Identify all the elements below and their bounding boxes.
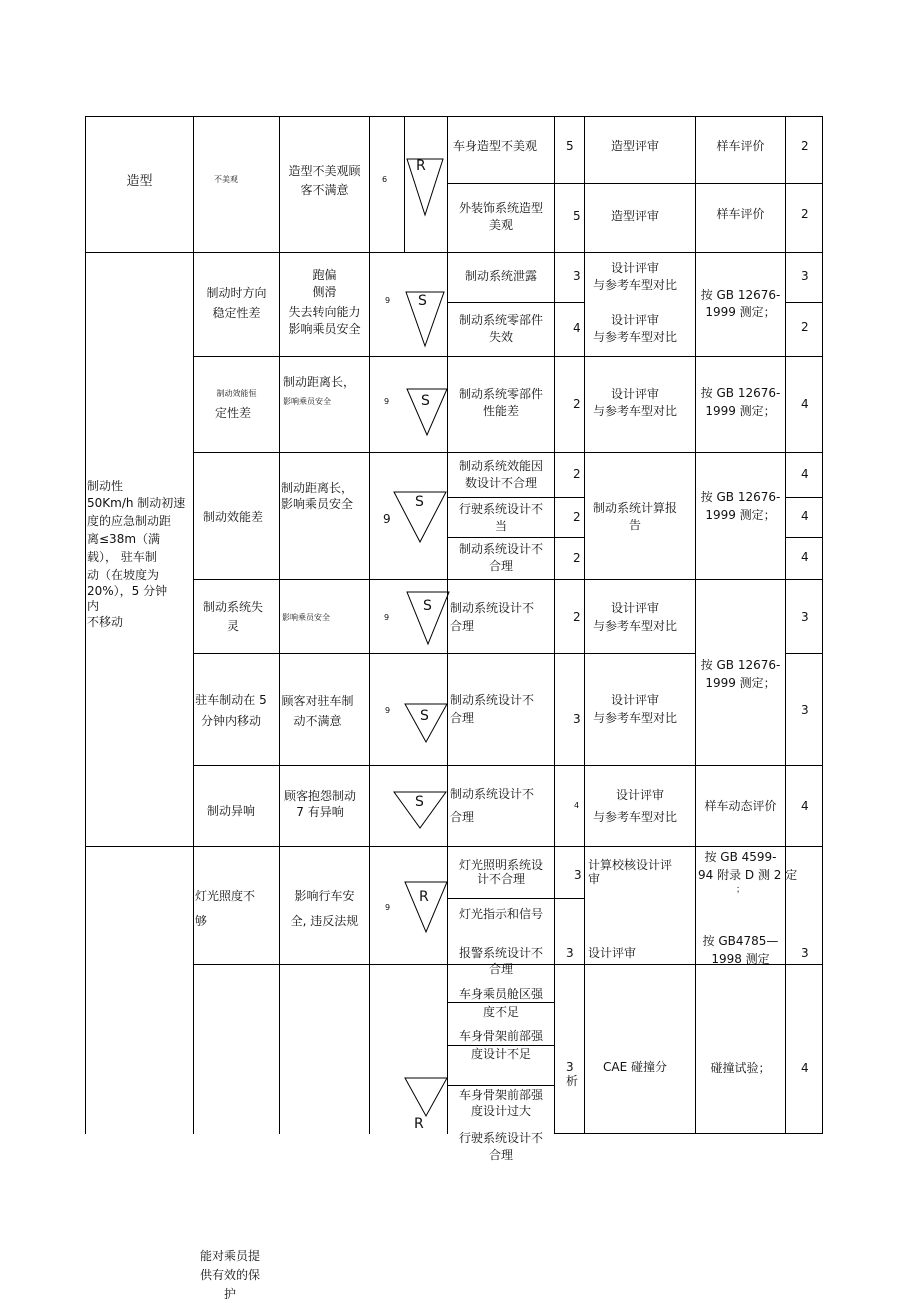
detection-text: 按 GB 12676- [700, 288, 781, 302]
cause-text: 性能差 [482, 404, 519, 418]
cause-text: 度不足 [482, 1005, 519, 1019]
cause-text: 灯光照明系统设 [458, 858, 543, 872]
function-line: 不移动 [87, 615, 124, 629]
function-line: 制动性 [87, 479, 124, 493]
detection-value: 3 [801, 703, 809, 717]
class-letter-s: S [415, 494, 424, 510]
cause-text: 车身骨架前部强 [458, 1029, 543, 1043]
function-protection: 能对乘员提 [199, 1249, 260, 1263]
grid-vline [695, 116, 696, 1134]
prevention-text: 审 [588, 872, 601, 886]
grid-hline [447, 497, 585, 498]
detection-text: 碰撞试验； [710, 1061, 771, 1075]
class-letter-s: S [420, 708, 429, 724]
detection-value: 4 [801, 799, 809, 813]
occurrence-value: 3 [566, 946, 574, 960]
detection-text: 1999 测定； [705, 305, 776, 319]
cause-text: 制动系统泄露 [464, 269, 537, 283]
occurrence-value: 析 [566, 1074, 579, 1088]
detection-text: 1999 测定； [705, 404, 776, 418]
cause-text: 灯光指示和信号 [458, 907, 543, 921]
function-line: 20%），5 分钟 [87, 584, 168, 598]
effect-line: 动不满意 [293, 714, 342, 728]
prevention-text: 与参考车型对比 [592, 330, 677, 344]
cause-text: 合理 [450, 619, 475, 633]
grid-vline [85, 116, 86, 1134]
effect-line: 全, 违反法规 [290, 914, 359, 928]
detection-text: 94 附录 D 测 2 定 [698, 868, 798, 882]
severity-value: 9 [383, 512, 391, 526]
cause-text: 制动系统设计不 [450, 601, 535, 615]
detection-value: 2 [801, 139, 809, 153]
class-letter-s: S [415, 794, 424, 810]
grid-hline [447, 898, 585, 899]
grid-hline [193, 653, 696, 654]
cause-text: 车身造型不美观 [453, 139, 538, 153]
severity-zaoxing: 6 [382, 175, 388, 184]
detection-text: 按 GB 12676- [700, 386, 781, 400]
detection-value: 3 [801, 269, 809, 283]
cause-text: 制动系统设计不 [458, 542, 543, 556]
detection-text: 按 GB4785— [702, 934, 779, 948]
occurrence-value: 2 [573, 610, 581, 624]
severity-value: 9 [385, 903, 391, 912]
grid-hline [785, 537, 823, 538]
severity-value: 9 [385, 706, 391, 715]
prevention-text: 计算校核设计评 [588, 858, 673, 872]
grid-hline [193, 356, 823, 357]
cause-text: 制动系统效能因 [458, 459, 543, 473]
cause-text: 合理 [488, 1148, 513, 1162]
class-letter-r: R [419, 889, 429, 905]
failure-mode: 驻车制动在 5 [195, 693, 267, 707]
effect-line: 影响乘员安全 [281, 497, 354, 511]
prevention-text: 设计评审 [588, 946, 637, 960]
cause-text: 度设计不足 [470, 1047, 531, 1061]
prevention-text: 与参考车型对比 [592, 619, 677, 633]
detection-text: 样车评价 [716, 207, 765, 221]
detection-text: 按 GB 4599- [704, 850, 777, 864]
class-letter-r: R [416, 158, 426, 174]
effect-zaoxing-l2: 客不满意 [300, 183, 349, 197]
prevention-text: 与参考车型对比 [592, 711, 677, 725]
cause-text: 车身乘员舱区强 [458, 987, 543, 1001]
failure-mode: 分钟内移动 [200, 714, 261, 728]
detection-value: 3 [801, 610, 809, 624]
effect-line: 制动距离长， [281, 481, 354, 495]
detection-value: 2 [801, 207, 809, 221]
grid-vline [554, 116, 555, 1134]
cause-text: 制动系统零部件 [458, 313, 543, 327]
effect-line: 顾客对驻车制 [281, 694, 354, 708]
effect-line: 顾客抱怨制动 [283, 789, 356, 803]
class-letter-s: S [421, 393, 430, 409]
occurrence-value: 3 [566, 1060, 574, 1074]
function-line: 50Km/h 制动初速 [87, 496, 186, 510]
detection-text: ； [735, 885, 745, 895]
detection-text: 样车评价 [716, 139, 765, 153]
failure-mode: 制动效能差 [202, 510, 263, 524]
cause-text: 制动系统零部件 [458, 387, 543, 401]
cause-text: 数设计不合理 [464, 476, 537, 490]
grid-hline [447, 183, 823, 184]
grid-vline [369, 116, 370, 1134]
grid-hline [85, 116, 823, 117]
failure-mode: 制动时方向 [206, 286, 267, 300]
occurrence-value: 3 [573, 712, 581, 726]
occurrence-value: 2 [573, 510, 581, 524]
grid-hline [785, 497, 823, 498]
failure-mode: 稳定性差 [212, 306, 261, 320]
prevention-text: 告 [628, 518, 641, 532]
grid-hline [193, 765, 823, 766]
prevention-text: 与参考车型对比 [592, 404, 677, 418]
cause-text: 外装饰系统造型 [458, 201, 543, 215]
prevention-text: CAE 碰撞分 [603, 1060, 667, 1074]
class-letter-r: R [414, 1116, 424, 1132]
function-line: 动（在坡度为 [87, 568, 160, 582]
grid-vline [785, 116, 786, 1134]
failure-mode: 够 [195, 914, 208, 928]
effect-line: 制动距离长， [283, 375, 356, 389]
occurrence-value: 2 [573, 551, 581, 565]
effect-line: 影响乘员安全 [288, 322, 361, 336]
grid-hline [193, 452, 823, 453]
occurrence-value: 2 [573, 397, 581, 411]
grid-hline [193, 579, 823, 580]
occurrence-value: 3 [573, 269, 581, 283]
severity-value: 9 [385, 296, 391, 305]
failure-mode: 制动异响 [206, 804, 255, 818]
class-letter-s: S [423, 598, 432, 614]
function-zaoxing: 造型 [126, 174, 153, 189]
cause-text: 计不合理 [476, 872, 525, 886]
detection-text: 按 GB 12676- [700, 658, 781, 672]
detection-value: 2 [801, 320, 809, 334]
class-letter-s: S [418, 293, 427, 309]
grid-hline [554, 1133, 823, 1134]
effect-line: 侧滑 [312, 285, 337, 299]
detection-value: 4 [801, 467, 809, 481]
cause-text: 合理 [450, 711, 475, 725]
grid-hline [785, 302, 823, 303]
prevention-text: 与参考车型对比 [592, 810, 677, 824]
grid-hline [447, 537, 585, 538]
effect-zaoxing-l1: 造型不美观顾 [288, 164, 361, 178]
detection-text: 样车动态评价 [704, 799, 777, 813]
cause-text: 行驶系统设计不 [458, 1131, 543, 1145]
occurrence-value: 5 [566, 139, 574, 153]
prevention-text: 与参考车型对比 [592, 278, 677, 292]
severity-value: 9 [384, 613, 390, 622]
prevention-text: 设计评审 [610, 693, 659, 707]
detection-text: 1998 测定 [711, 952, 770, 966]
cause-text: 当 [494, 519, 507, 533]
occurrence-value: 4 [574, 801, 580, 810]
cause-text: 合理 [488, 559, 513, 573]
failure-mode: 制动系统失 [202, 600, 263, 614]
occurrence-value: 4 [573, 321, 581, 335]
detection-text: 1999 测定； [705, 508, 776, 522]
prevention-text: 设计评审 [610, 261, 659, 275]
cause-text: 失效 [488, 330, 513, 344]
detection-text: 按 GB 12676- [700, 490, 781, 504]
failure-mode: 灯光照度不 [195, 889, 256, 903]
grid-vline [822, 116, 823, 1134]
effect-line: 7 有异响 [296, 805, 344, 819]
cause-text: 美观 [488, 218, 513, 232]
cause-text: 合理 [488, 962, 513, 976]
function-line: 载）， 驻车制 [87, 550, 157, 564]
prevention-text: 设计评审 [610, 601, 659, 615]
detection-value: 4 [801, 397, 809, 411]
occurrence-value: 2 [573, 467, 581, 481]
prevention-text: 设计评审 [610, 313, 659, 327]
cause-text: 制动系统设计不 [450, 693, 535, 707]
detection-value: 3 [801, 946, 809, 960]
triangle-down-icon [403, 1076, 449, 1118]
grid-hline [85, 252, 823, 253]
failure-mode: 定性差 [214, 406, 251, 420]
prevention-text: 制动系统计算报 [592, 501, 677, 515]
function-line: 离≤38m（满 [87, 532, 161, 546]
severity-value: 9 [384, 397, 390, 406]
cause-text: 报警系统设计不 [458, 946, 543, 960]
effect-line: 影响行车安 [294, 889, 355, 903]
detection-value: 4 [801, 1061, 809, 1075]
function-line: 度的应急制动距 [87, 514, 172, 528]
cause-text: 车身骨架前部强 [458, 1088, 543, 1102]
grid-hline [85, 846, 823, 847]
function-protection: 护 [223, 1287, 236, 1301]
function-line: 内 [87, 599, 100, 613]
failure-mode-zaoxing: 不美观 [214, 175, 238, 184]
function-protection: 供有效的保 [199, 1268, 260, 1282]
cause-text: 行驶系统设计不 [458, 502, 543, 516]
failure-mode: 制动效能恒 [216, 389, 257, 398]
prevention-text: 设计评审 [610, 387, 659, 401]
prevention-text: 造型评审 [610, 139, 659, 153]
failure-mode: 灵 [226, 619, 239, 633]
prevention-text: 造型评审 [610, 209, 659, 223]
grid-hline [785, 653, 823, 654]
effect-line: 影响乘员安全 [282, 613, 330, 622]
grid-hline [447, 302, 585, 303]
detection-value: 4 [801, 509, 809, 523]
occurrence-value: 5 [573, 209, 581, 223]
detection-text: 1999 测定； [705, 676, 776, 690]
occurrence-value: 3 [574, 868, 582, 882]
cause-text: 合理 [450, 810, 475, 824]
cause-text: 度设计过大 [470, 1104, 531, 1118]
prevention-text: 设计评审 [615, 788, 664, 802]
effect-line: 跑偏 [312, 268, 337, 282]
detection-value: 4 [801, 550, 809, 564]
effect-line: 失去转向能力 [288, 305, 361, 319]
cause-text: 制动系统设计不 [450, 787, 535, 801]
effect-line: 影响乘员安全 [283, 397, 331, 406]
